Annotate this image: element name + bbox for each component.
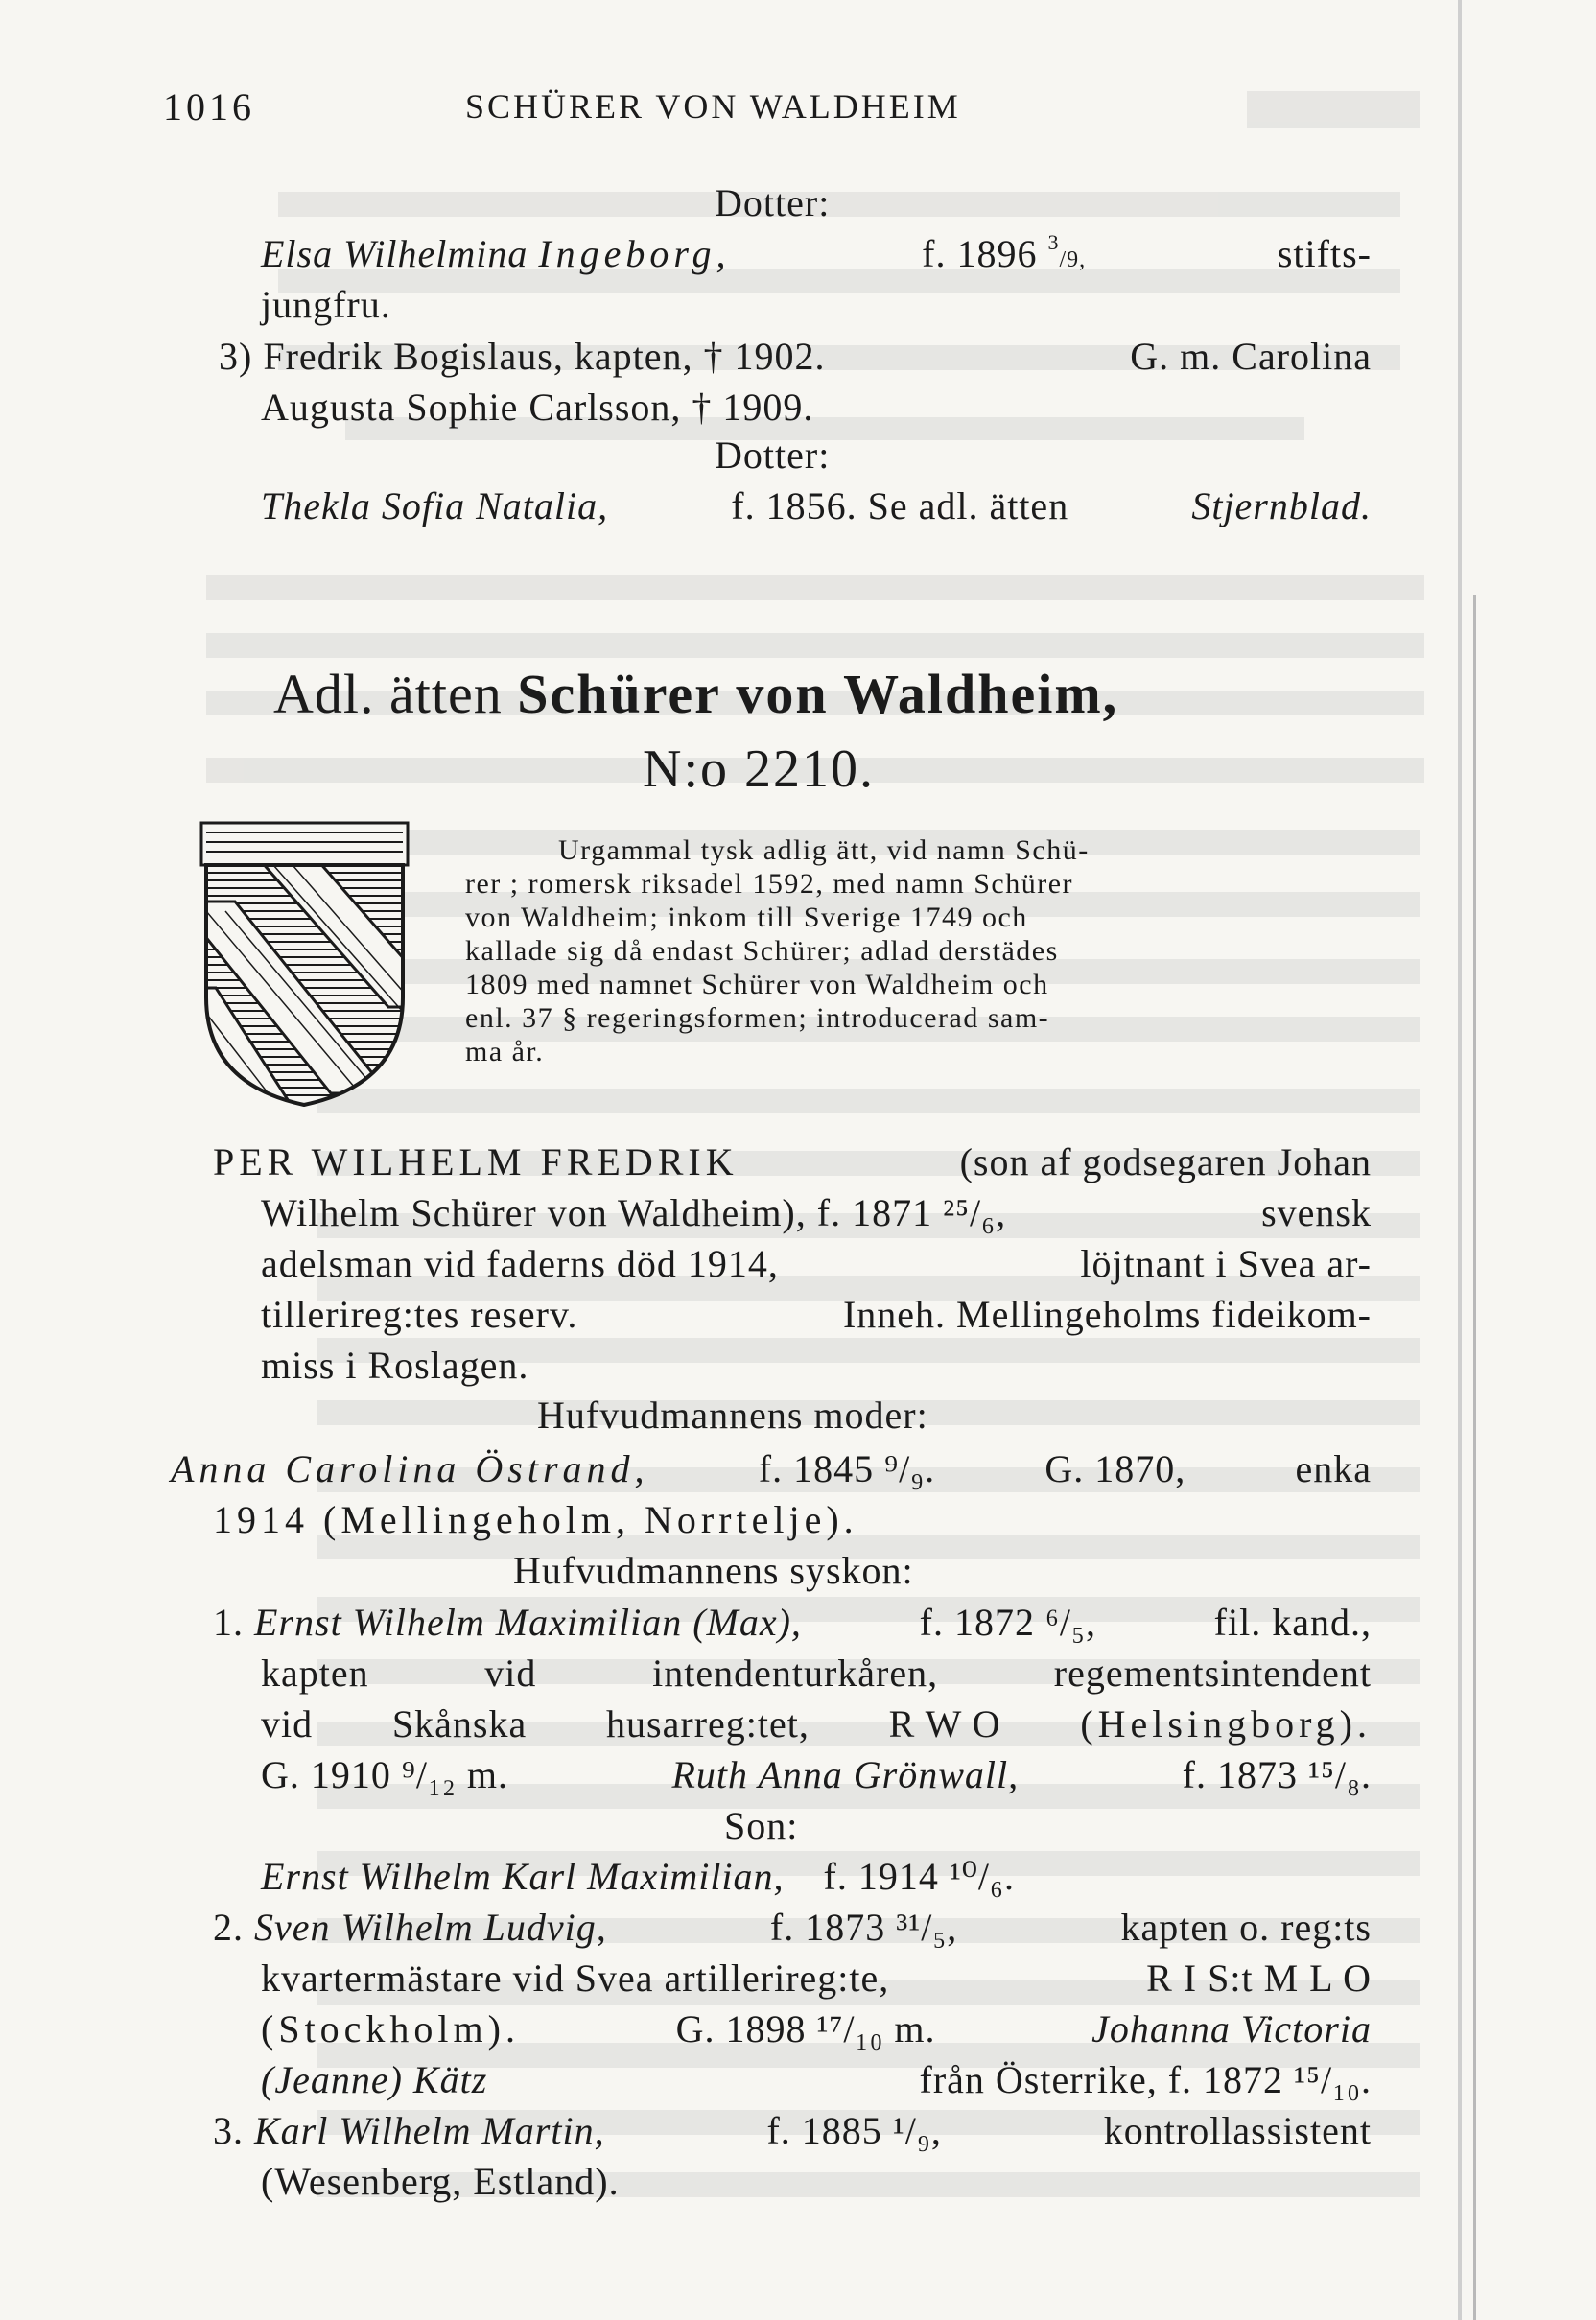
- ernst-l3-1: Skånska: [391, 1702, 528, 1746]
- elsa-line: [261, 230, 1372, 275]
- ernst-l2-3: regementsintendent: [1053, 1652, 1372, 1695]
- karl-line-1: [213, 2109, 1372, 2152]
- fredrik-b: G. m. Carolina: [1130, 335, 1372, 378]
- elsa-date-sup: 3: [1047, 230, 1060, 254]
- mother-widow: enka: [1295, 1447, 1372, 1490]
- ernst-l2-1: vid: [484, 1652, 537, 1695]
- karl-born: f. 1885 ¹/₉,: [766, 2109, 942, 2152]
- sven-line-4: [261, 2058, 1372, 2101]
- arms-desc-7: ma år.: [465, 1036, 545, 1067]
- family-title: [273, 662, 1118, 726]
- dotter-heading-1: Dotter:: [715, 181, 831, 224]
- hof-line-2: [261, 1191, 1372, 1234]
- hof-tail-4: Inneh. Mellingeholms fideikom-: [842, 1293, 1372, 1336]
- ernst-l4a: G. 1910 ⁹/₁₂ m.: [261, 1753, 508, 1796]
- ernst-son-line: [261, 1855, 1015, 1898]
- mother-name: Anna Carolina Östrand,: [171, 1447, 649, 1490]
- arms-desc-2: rer ; romersk riksadel 1592, med namn Schürer: [465, 868, 1073, 900]
- hof-tail-2: svensk: [1261, 1191, 1372, 1234]
- elsa-born: f. 1896: [922, 232, 1038, 275]
- karl-num: 3.: [213, 2109, 244, 2152]
- ernst-l3-4: (Helsingborg).: [1080, 1702, 1372, 1746]
- sven-l2a: kvartermästare vid Svea artillerireg:te,: [261, 1957, 890, 2000]
- ernst-l4c: f. 1873 ¹⁵/₈.: [1182, 1753, 1372, 1796]
- page-number: 1016: [163, 85, 255, 129]
- sven-l3a: (Stockholm).: [261, 2007, 520, 2051]
- arms-desc-line-1: [558, 836, 1362, 865]
- karl-line-2: (Wesenberg, Estland).: [261, 2160, 620, 2203]
- mother-born: f. 1845 ⁹/₉.: [758, 1447, 936, 1490]
- ernst-line-2: [261, 1654, 1372, 1693]
- sven-line-2: [261, 1959, 1372, 1998]
- sven-tail: kapten o. reg:ts: [1120, 1906, 1372, 1949]
- page-edge-shadow-inner: [1473, 595, 1476, 2320]
- coat-of-arms-shield-icon: [197, 815, 412, 1108]
- mother-heading: Hufvudmannens moder:: [537, 1394, 928, 1437]
- hof-line-3: [261, 1242, 1372, 1285]
- arms-desc-6: enl. 37 § regeringsformen; introducerad sam-: [465, 1002, 1050, 1034]
- fredrik-line-1: [219, 335, 1372, 378]
- sven-line-1: [213, 1906, 1372, 1949]
- hof-text-5: miss i Roslagen.: [261, 1344, 529, 1387]
- ernst-l3-3: R W O: [888, 1702, 1001, 1746]
- ernst-line-4: [261, 1753, 1372, 1796]
- mother-line-1: [171, 1447, 1372, 1490]
- sven-line-3: [261, 2007, 1372, 2051]
- mother-married: G. 1870,: [1044, 1447, 1186, 1490]
- dotter-heading-2: Dotter:: [715, 434, 831, 477]
- siblings-heading: Hufvudmannens syskon:: [513, 1549, 914, 1592]
- hof-tail-3: löjtnant i Svea ar-: [1080, 1242, 1372, 1285]
- ernst-l2-2: intendenturkåren,: [652, 1652, 939, 1695]
- family-title-prefix: Adl. ätten: [273, 663, 503, 725]
- hof-text-4: tillerireg:tes reserv.: [261, 1293, 578, 1336]
- ernst-son-heading: Son:: [724, 1804, 799, 1847]
- karl-tail: kontrollassistent: [1103, 2109, 1372, 2152]
- ernst-line-3: [261, 1702, 1372, 1746]
- hof-line-4: [261, 1293, 1372, 1336]
- ernst-l4b: Ruth Anna Grönwall,: [671, 1753, 1020, 1796]
- elsa-title-a: stifts-: [1277, 232, 1372, 275]
- ernst-born: f. 1872 ⁶/₅,: [919, 1601, 1096, 1644]
- hof-text-2: Wilhelm Schürer von Waldheim), f. 1871 ²⁵/₆,: [261, 1191, 1007, 1234]
- thekla-born: f. 1856. Se adl. ätten: [731, 484, 1069, 527]
- ernst-tail: fil. kand.,: [1213, 1601, 1372, 1644]
- sven-l2b: R I S:t M L O: [1146, 1957, 1372, 2000]
- hof-text-3: adelsman vid faderns död 1914,: [261, 1242, 779, 1285]
- thekla-ref: Stjernblad.: [1191, 484, 1372, 527]
- ernst-l2-0: kapten: [261, 1652, 369, 1695]
- page-edge-shadow: [1458, 0, 1462, 2320]
- ernst-line-1: [213, 1601, 1372, 1644]
- elsa-name: Elsa Wilhelmina: [261, 232, 528, 275]
- fredrik-c: Augusta Sophie Carlsson, † 1909.: [261, 386, 814, 429]
- hof-name: PER WILHELM FREDRIK: [213, 1140, 739, 1183]
- family-number: N:o 2210.: [643, 739, 875, 799]
- arms-desc-1: Urgammal tysk adlig ätt, vid namn Schü-: [558, 834, 1090, 866]
- sven-name: Sven Wilhelm Ludvig,: [254, 1906, 607, 1949]
- fredrik-a: 3) Fredrik Bogislaus, kapten, † 1902.: [219, 335, 826, 378]
- sven-l3c: Johanna Victoria: [1091, 2007, 1372, 2051]
- thekla-line: [261, 484, 1372, 527]
- arms-desc-5: 1809 med namnet Schürer von Waldheim och: [465, 969, 1049, 1000]
- arms-desc-3: von Waldheim; inkom till Sverige 1749 och: [465, 902, 1028, 933]
- mother-line-2: 1914 (Mellingeholm, Norrtelje).: [213, 1498, 858, 1541]
- sven-l4a: (Jeanne) Kätz: [261, 2058, 488, 2101]
- ernst-l3-2: husarreg:tet,: [606, 1702, 810, 1746]
- hof-tail-1: (son af godsegaren Johan: [959, 1140, 1372, 1183]
- karl-name: Karl Wilhelm Martin,: [254, 2109, 605, 2152]
- running-title: SCHÜRER VON WALDHEIM: [465, 87, 961, 126]
- ernst-son-born: f. 1914 ¹⁰/₆.: [823, 1855, 1015, 1898]
- elsa-name-spaced: Ingeborg,: [538, 232, 731, 275]
- sven-l3b: G. 1898 ¹⁷/₁₀ m.: [675, 2007, 936, 2051]
- elsa-title-b: jungfru.: [261, 283, 391, 326]
- sven-l4b: från Österrike, f. 1872 ¹⁵/₁₀.: [919, 2058, 1372, 2101]
- thekla-name: Thekla Sofia Natalia,: [261, 484, 609, 527]
- ernst-son-name: Ernst Wilhelm Karl Maximilian,: [261, 1855, 785, 1898]
- sven-born: f. 1873 ³¹/₅,: [769, 1906, 958, 1949]
- ernst-num: 1.: [213, 1601, 244, 1644]
- family-title-name: Schürer von Waldheim,: [517, 663, 1119, 725]
- sven-num: 2.: [213, 1906, 244, 1949]
- ernst-l3-0: vid: [261, 1702, 314, 1746]
- hof-line-1: [213, 1140, 1372, 1183]
- elsa-date-sub: /9,: [1059, 247, 1087, 272]
- ernst-name: Ernst Wilhelm Maximilian (Max),: [254, 1601, 802, 1644]
- arms-desc-4: kallade sig då endast Schürer; adlad derstädes: [465, 935, 1059, 967]
